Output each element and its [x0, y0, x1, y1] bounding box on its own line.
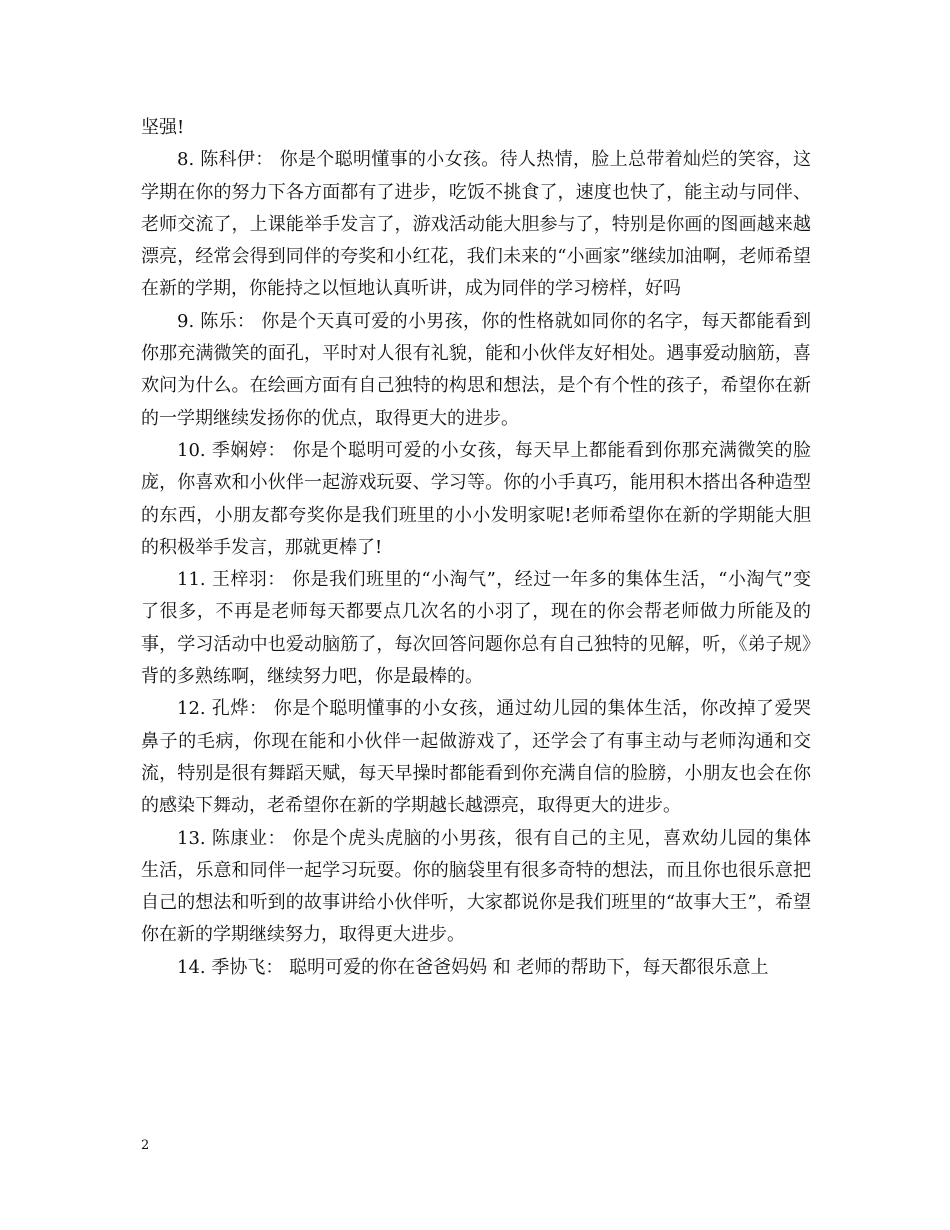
paragraph-entry-12: 12. 孔烨： 你是个聪明懂事的小女孩，通过幼儿园的集体生活，你改掉了爱哭鼻子的毛病，你现在能和小伙伴一起做游戏了，还学会了有事主动与老师沟通和交流，特别是很有舞蹈天赋，每天早操时都能看到你充满自信的脸膀，小朋友也会在你的感染下舞动，老希望你在新的学期越长越漂亮，取得更大的进步。: [141, 698, 811, 817]
paragraph-entry-10: 10. 季娴婷： 你是个聪明可爱的小女孩，每天早上都能看到你那充满微笑的脸庞，你喜欢和小伙伴一起游戏玩耍、学习等。你的小手真巧，能用积木搭出各种造型的东西，小朋友都夸奖你是我们班里的小小发明家呢!老师希望你在新的学期能大胆的积极举手发言，那就更棒了!: [141, 439, 811, 558]
paragraph-entry-9: 9. 陈乐： 你是个天真可爱的小男孩，你的性格就如同你的名字，每天都能看到你那充满微笑的面孔，平时对人很有礼貌，能和小伙伴友好相处。遇事爱动脑筋，喜欢问为什么。在绘画方面有自己独特的构思和想法，是个有个性的孩子，希望你在新的一学期继续发扬你的优点，取得更大的进步。: [141, 310, 811, 429]
paragraph-entry-8: 8. 陈科伊： 你是个聪明懂事的小女孩。待人热情，脸上总带着灿烂的笑容，这学期在你的努力下各方面都有了进步，吃饭不挑食了，速度也快了，能主动与同伴、老师交流了，上课能举手发言了，游戏活动能大胆参与了，特别是你画的图画越来越漂亮，经常会得到同伴的夸奖和小红花，我们未来的“小画家”继续加油啊，老师希望在新的学期，你能持之以恒地认真听讲，成为同伴的学习榜样，好吗: [141, 149, 811, 300]
paragraph-entry-13: 13. 陈康业： 你是个虎头虎脑的小男孩，很有自己的主见，喜欢幼儿园的集体生活，乐意和同伴一起学习玩耍。你的脑袋里有很多奇特的想法，而且你也很乐意把自己的想法和听到的故事讲给小伙伴听，大家都说你是我们班里的“故事大王”，希望你在新的学期继续努力，取得更大进步。: [141, 827, 811, 946]
paragraph-entry-11: 11. 王梓羽： 你是我们班里的“小淘气”，经过一年多的集体生活，“小淘气”变了很多，不再是老师每天都要点几次名的小羽了，现在的你会帮老师做力所能及的事，学习活动中也爱动脑筋了，每次回答问题你总有自己独特的见解，听，《弟子规》背的多熟练啊，继续努力吧，你是最棒的。: [141, 569, 811, 688]
page-number: 2: [141, 1138, 150, 1153]
paragraph-continuation: 坚强!: [141, 117, 185, 138]
document-body: [141, 112, 811, 984]
paragraph-entry-14: 14. 季协飞： 聪明可爱的你在爸爸妈妈 和 老师的帮助下，每天都很乐意上: [177, 956, 769, 978]
